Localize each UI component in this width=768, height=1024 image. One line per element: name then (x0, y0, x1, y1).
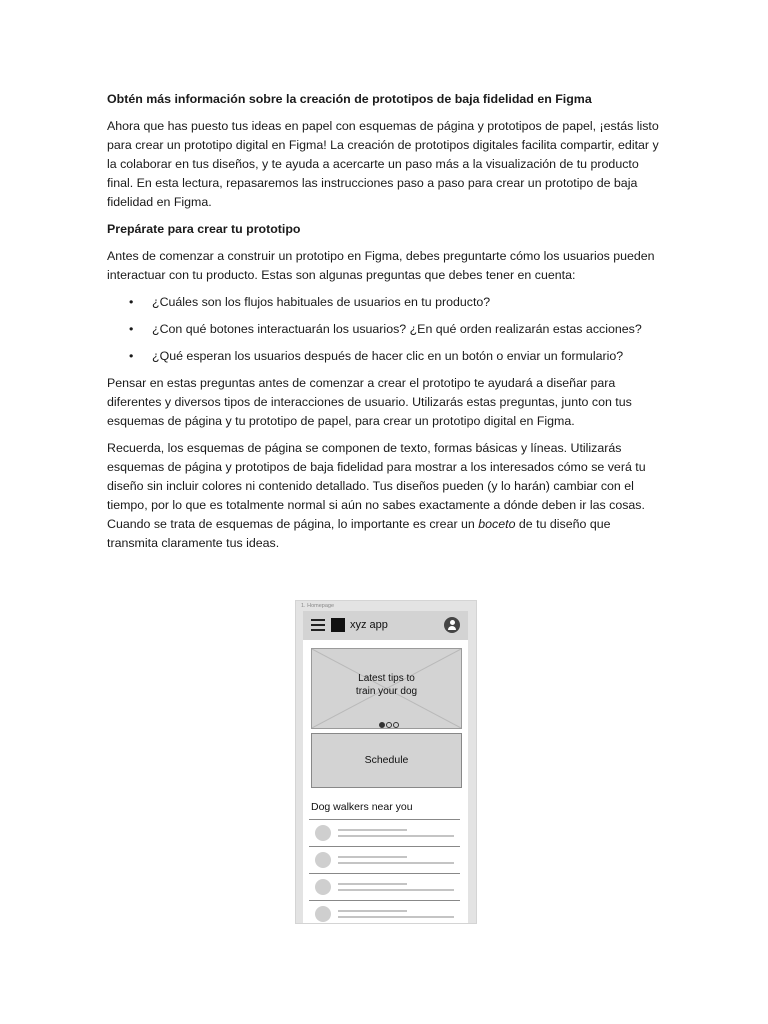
text-placeholder (338, 829, 407, 831)
list-item (107, 347, 663, 366)
bullet-icon: • (129, 295, 134, 309)
hamburger-menu-icon (311, 619, 325, 631)
list-item (309, 847, 460, 874)
list-item-text: ¿Qué esperan los usuarios después de hacer clic en un botón o enviar un formulario? (152, 349, 624, 363)
wireframes-paragraph-start: Recuerda, los esquemas de página se componen de texto, formas básicas y líneas. Utilizarás esquemas de página y prototipos de baja fidelidad para mostrar a los interesados cómo se verá tu diseño sin incluir colores ni contenido detallado. Tus diseños pueden (y lo harán) cambiar con el tiempo, por lo que es totalmente normal si aún no sabes exactamente a dónde deben ir las cosas. Cuando se trata de esquemas de página, lo importante es crear un (107, 441, 646, 531)
list-item (107, 320, 663, 339)
carousel-dots (379, 715, 400, 729)
text-placeholder (338, 883, 407, 885)
bullet-icon: • (129, 349, 134, 363)
reflection-paragraph: Pensar en estas preguntas antes de comenzar a crear el prototipo te ayudará a diseñar para diferentes y diversos tipos de interacciones de usuario. Utilizarás estas preguntas, junto con tus esquemas de página y tu prototipo de papel, para crear un prototipo digital en Figma. (107, 376, 632, 428)
hero-banner (311, 648, 462, 729)
app-title: xyz app (350, 619, 388, 631)
section-heading: Prepárate para crear tu prototipo (107, 222, 301, 236)
list-item (309, 820, 460, 847)
text-placeholder (338, 910, 407, 912)
wireframe-figure (295, 600, 477, 924)
schedule-button: Schedule (311, 733, 462, 788)
carousel-dot (379, 722, 385, 728)
hero-text: Latest tips to train your dog (355, 673, 418, 697)
app-logo-icon (331, 618, 345, 632)
intro-paragraph: Ahora que has puesto tus ideas en papel con esquemas de página y prototipos de papel, ¡estás listo para crear un prototipo digital en Figma! La creación de prototipos digitales facilita compartir, editar y la colaborar en tus diseños, y te ayuda a acercarte un paso más a la visualización de tu producto final. En esta lectura, repasaremos las instrucciones paso a paso para crear un prototipo de baja fidelidad en Figma. (107, 119, 659, 209)
list-item (107, 293, 663, 312)
carousel-dot (393, 722, 399, 728)
list-item (309, 874, 460, 901)
section-title: Dog walkers near you (311, 801, 413, 813)
text-placeholder (338, 862, 454, 864)
document-heading: Obtén más información sobre la creación de prototipos de baja fidelidad en Figma (107, 92, 592, 106)
questions-list (107, 293, 663, 366)
list-item-text: ¿Con qué botones interactuarán los usuarios? ¿En qué orden realizarán estas acciones? (152, 322, 642, 336)
phone-screen (303, 611, 468, 923)
list-item (309, 901, 460, 923)
profile-icon (444, 617, 460, 633)
avatar-icon (315, 825, 331, 841)
carousel-dot (386, 722, 392, 728)
frame-label: 1. Homepage (301, 603, 335, 609)
avatar-icon (315, 879, 331, 895)
list-item-text: ¿Cuáles son los flujos habituales de usuarios en tu producto? (152, 295, 491, 309)
wireframes-paragraph (107, 439, 663, 553)
emphasis-text: boceto (478, 517, 516, 531)
document-body (107, 90, 663, 561)
text-placeholder (338, 835, 454, 837)
avatar-icon (315, 852, 331, 868)
wireframes-paragraph-end: de tu diseño que transmita claramente tus ideas. (107, 517, 611, 550)
avatar-icon (315, 906, 331, 922)
app-bar (303, 611, 468, 640)
questions-intro-paragraph: Antes de comenzar a construir un prototipo en Figma, debes preguntarte cómo los usuarios pueden interactuar con tu producto. Estas son algunas preguntas que debes tener en cuenta: (107, 249, 655, 282)
text-placeholder (338, 916, 454, 918)
bullet-icon: • (129, 322, 134, 336)
text-placeholder (338, 856, 407, 858)
text-placeholder (338, 889, 454, 891)
